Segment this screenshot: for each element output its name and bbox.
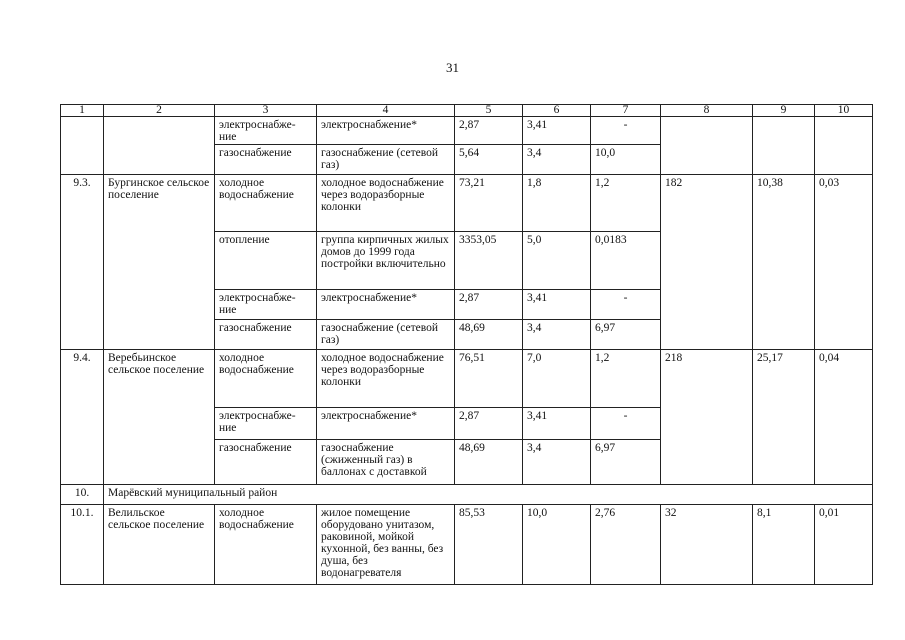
settlement-number: 10.1.	[61, 505, 104, 585]
cell-empty	[61, 117, 104, 175]
value-cell: 3,4	[523, 145, 591, 175]
value-cell: 1,8	[523, 175, 591, 232]
value-cell: 6,97	[591, 320, 661, 350]
tariff-table	[60, 104, 873, 585]
service-cell: электроснабже-ние	[215, 290, 317, 320]
cell-empty	[104, 117, 215, 175]
value-cell: -	[591, 117, 661, 145]
service-cell: холодное водоснабжение	[215, 350, 317, 408]
value-cell: 85,53	[455, 505, 523, 585]
service-cell: газоснабжение	[215, 320, 317, 350]
value-cell: 1,2	[591, 175, 661, 232]
value-cell: 3,4	[523, 440, 591, 485]
column-header: 3	[215, 105, 317, 117]
service-cell: холодное водоснабжение	[215, 505, 317, 585]
table-row	[61, 117, 873, 145]
column-header: 1	[61, 105, 104, 117]
column-header: 2	[104, 105, 215, 117]
service-cell: холодное водоснабжение	[215, 175, 317, 232]
value-cell: 2,76	[591, 505, 661, 585]
table-row	[61, 505, 873, 585]
value-cell: 2,87	[455, 290, 523, 320]
column-header: 6	[523, 105, 591, 117]
value-cell: 2,87	[455, 408, 523, 440]
cell-empty	[815, 117, 873, 175]
description-cell: холодное водоснабжение через водоразборные колонки	[317, 350, 455, 408]
value-cell: 32	[661, 505, 753, 585]
description-cell: электроснабжение*	[317, 290, 455, 320]
column-header: 10	[815, 105, 873, 117]
value-cell: 182	[661, 175, 753, 350]
cell-empty	[661, 117, 753, 175]
page-number: 31	[446, 60, 459, 75]
table-row	[61, 350, 873, 408]
table-row	[61, 175, 873, 232]
service-cell: газоснабжение	[215, 440, 317, 485]
value-cell: 10,0	[523, 505, 591, 585]
value-cell: 10,0	[591, 145, 661, 175]
description-cell: холодное водоснабжение через водоразборные колонки	[317, 175, 455, 232]
value-cell: 0,0183	[591, 232, 661, 290]
column-header: 7	[591, 105, 661, 117]
value-cell: 76,51	[455, 350, 523, 408]
value-cell: 0,03	[815, 175, 873, 350]
value-cell: 73,21	[455, 175, 523, 232]
region-number: 10.	[61, 485, 104, 505]
value-cell: 6,97	[591, 440, 661, 485]
description-cell: газоснабжение (сжиженный газ) в баллонах с доставкой	[317, 440, 455, 485]
value-cell: 218	[661, 350, 753, 485]
service-cell: газоснабжение	[215, 145, 317, 175]
value-cell: 25,17	[753, 350, 815, 485]
value-cell: 5,0	[523, 232, 591, 290]
value-cell: 0,04	[815, 350, 873, 485]
settlement-name: Велильское сельское поселение	[104, 505, 215, 585]
value-cell: -	[591, 290, 661, 320]
settlement-name: Бургинское сельское поселение	[104, 175, 215, 350]
settlement-number: 9.3.	[61, 175, 104, 350]
column-number-row	[61, 105, 873, 117]
description-cell: электроснабжение*	[317, 408, 455, 440]
service-cell: отопление	[215, 232, 317, 290]
region-row	[61, 485, 873, 505]
description-cell: газоснабжение (сетевой газ)	[317, 320, 455, 350]
value-cell: 3,4	[523, 320, 591, 350]
settlement-number: 9.4.	[61, 350, 104, 485]
value-cell: 3,41	[523, 408, 591, 440]
value-cell: 0,01	[815, 505, 873, 585]
value-cell: 1,2	[591, 350, 661, 408]
service-cell: электроснабже-ние	[215, 117, 317, 145]
settlement-name: Веребьинское сельское поселение	[104, 350, 215, 485]
value-cell: 3,41	[523, 117, 591, 145]
column-header: 9	[753, 105, 815, 117]
column-header: 8	[661, 105, 753, 117]
value-cell: 48,69	[455, 440, 523, 485]
description-cell: группа кирпичных жилых домов до 1999 года постройки включительно	[317, 232, 455, 290]
description-cell: жилое помещение оборудовано унитазом, раковиной, мойкой кухонной, без ванны, без душа, без водонагревателя	[317, 505, 455, 585]
region-name: Марёвский муниципальный район	[104, 485, 873, 505]
value-cell: 48,69	[455, 320, 523, 350]
column-header: 4	[317, 105, 455, 117]
value-cell: 7,0	[523, 350, 591, 408]
description-cell: электроснабжение*	[317, 117, 455, 145]
description-cell: газоснабжение (сетевой газ)	[317, 145, 455, 175]
value-cell: 10,38	[753, 175, 815, 350]
value-cell: 8,1	[753, 505, 815, 585]
value-cell: 2,87	[455, 117, 523, 145]
service-cell: электроснабже-ние	[215, 408, 317, 440]
value-cell: 3,41	[523, 290, 591, 320]
cell-empty	[753, 117, 815, 175]
value-cell: -	[591, 408, 661, 440]
value-cell: 5,64	[455, 145, 523, 175]
value-cell: 3353,05	[455, 232, 523, 290]
column-header: 5	[455, 105, 523, 117]
